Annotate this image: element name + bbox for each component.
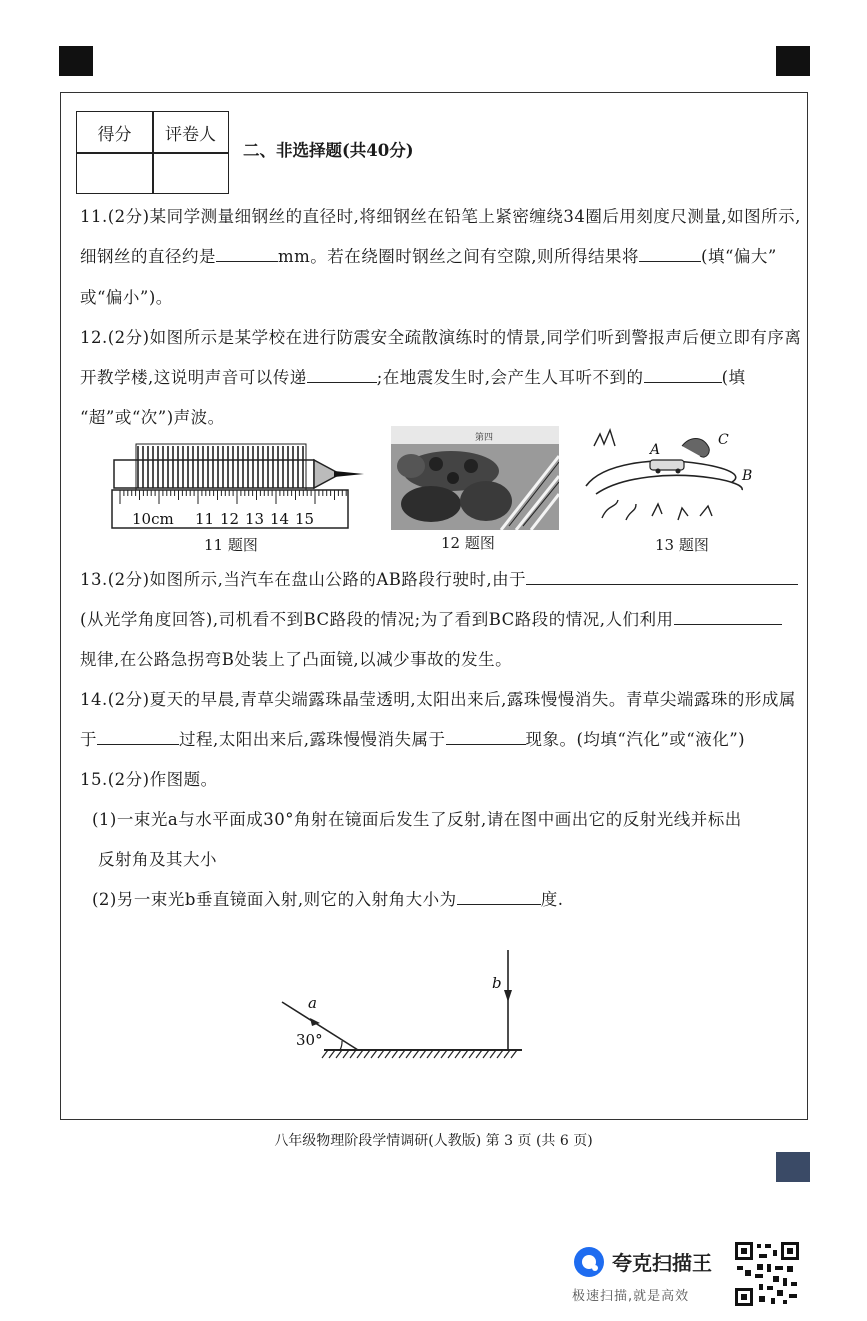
angle-30-label: 30° (296, 1031, 323, 1049)
ruler-tick-label: 11 (195, 510, 215, 528)
ruler-tick-label: 14 (270, 510, 290, 528)
figure-12-evacuation-photo (391, 426, 559, 530)
watermark-slogan: 极速扫描,就是高效 (572, 1289, 690, 1304)
mirror-hatch (371, 1050, 377, 1058)
ruler-tick-label: 10cm (132, 510, 174, 528)
mirror-hatch (504, 1050, 510, 1058)
mirror-hatch (350, 1050, 356, 1058)
watermark-brand: 夸克扫描王 (612, 1251, 712, 1275)
q12-text-b: ;在地震发生时,会产生人耳听不到的 (376, 368, 644, 387)
q13-text-b: (从光学角度回答),司机看不到BC路段的情况;为了看到BC路段的情况,人们利用 (80, 610, 674, 629)
q15-text-b: 度. (540, 890, 564, 909)
q15-title: 15.(2分)作图题。 (80, 770, 218, 789)
q12-blank-2[interactable] (644, 365, 722, 383)
mirror-hatch (329, 1050, 335, 1058)
ray-b-label: b (492, 974, 502, 992)
mirror-hatch (448, 1050, 454, 1058)
figure-13-caption: 13 题图 (655, 536, 709, 554)
registration-mark-top-right (776, 46, 810, 76)
q12-text-a: 开教学楼,这说明声音可以传递 (80, 368, 307, 387)
mirror-hatch (511, 1050, 517, 1058)
ray-a-label: a (308, 994, 317, 1012)
q12-text-c: (填 (721, 368, 746, 387)
mirror-hatch (455, 1050, 461, 1058)
q11-blank-1[interactable] (216, 244, 278, 262)
q13-blank-1[interactable] (526, 567, 798, 585)
q12-line3: “超”或“次”)声波。 (80, 408, 225, 427)
q14-text-b: 过程,太阳出来后,露珠慢慢消失属于 (179, 730, 446, 749)
figure-11-ruler (108, 436, 370, 532)
q15-text-a: (2)另一束光b垂直镜面入射,则它的入射角大小为 (92, 890, 457, 909)
mirror-hatch (336, 1050, 342, 1058)
mirror-hatch (399, 1050, 405, 1058)
section-title: 二、非选择题(共40分) (243, 141, 414, 160)
grader-label: 评卷人 (165, 124, 216, 145)
q11-text-b: mm。若在绕圈时钢丝之间有空隙,则所得结果将 (278, 247, 640, 266)
qr-code-icon (733, 1240, 801, 1308)
figure-13-label-a: A (650, 442, 661, 458)
figure-13-mountain-road (582, 424, 762, 528)
figure-13-label-b: B (742, 468, 753, 484)
figure-12-caption: 12 题图 (441, 534, 495, 552)
registration-mark-bottom-right (776, 1152, 810, 1182)
q14-line2 (80, 726, 745, 750)
mirror-hatch (490, 1050, 496, 1058)
q11-line1: 11.(2分)某同学测量细钢丝的直径时,将细钢丝在铅笔上紧密缠绕34圈后用刻度尺测量,如图所示, (80, 207, 801, 226)
q13-line3: 规律,在公路急拐弯B处装上了凸面镜,以减少事故的发生。 (80, 650, 513, 669)
figure-15-mirror-diagram (276, 944, 536, 1068)
mirror-hatch (406, 1050, 412, 1058)
mirror-hatch (343, 1050, 349, 1058)
mirror-hatch (469, 1050, 475, 1058)
mirror-hatch (413, 1050, 419, 1058)
q12-line1: 12.(2分)如图所示是某学校在进行防震安全疏散演练时的情景,同学们听到警报声后便立即有序离 (80, 328, 802, 347)
q14-text-c: 现象。(均填“汽化”或“液化”) (525, 730, 746, 749)
quark-logo-icon (573, 1246, 605, 1278)
mirror-hatch (392, 1050, 398, 1058)
mirror-hatch (364, 1050, 370, 1058)
score-label: 得分 (97, 124, 132, 145)
ruler-tick-label: 13 (245, 510, 265, 528)
q13-line2 (80, 606, 782, 630)
mirror-hatch (497, 1050, 503, 1058)
q11-text-c: (填“偏大” (701, 247, 777, 266)
q12-blank-1[interactable] (307, 365, 377, 383)
mirror-hatch (434, 1050, 440, 1058)
registration-mark-top-left (59, 46, 93, 76)
q14-text-a: 于 (80, 730, 97, 749)
mirror-hatch (441, 1050, 447, 1058)
q14-blank-2[interactable] (446, 727, 526, 745)
page-footer: 八年级物理阶段学情调研(人教版) 第 3 页 (共 6 页) (274, 1133, 593, 1149)
figure-11-caption: 11 题图 (204, 536, 258, 554)
q11-line3: 或“偏小”)。 (80, 288, 173, 307)
figure-13-label-c: C (718, 432, 729, 448)
mirror-hatch (476, 1050, 482, 1058)
q11-text-a: 细钢丝的直径约是 (80, 247, 216, 266)
mirror-hatch (427, 1050, 433, 1058)
q13-line1 (80, 566, 798, 590)
q15-part1-line2: 反射角及其大小 (98, 850, 217, 869)
mirror-hatch (462, 1050, 468, 1058)
q12-line2 (80, 364, 746, 388)
ruler-tick-label: 15 (295, 510, 315, 528)
score-table (76, 111, 229, 194)
q13-text-a: 13.(2分)如图所示,当汽车在盘山公路的AB路段行驶时,由于 (80, 570, 527, 589)
mirror-hatch (357, 1050, 363, 1058)
mirror-hatch (378, 1050, 384, 1058)
q11-line2 (80, 243, 777, 267)
ruler-tick-label: 12 (220, 510, 240, 528)
q13-blank-2[interactable] (674, 607, 782, 625)
q11-blank-2[interactable] (639, 244, 701, 262)
mirror-hatch (420, 1050, 426, 1058)
q15-blank-1[interactable] (457, 887, 541, 905)
q15-part2 (92, 886, 563, 910)
mirror-hatch (322, 1050, 328, 1058)
mirror-hatch (385, 1050, 391, 1058)
mirror-hatch (483, 1050, 489, 1058)
q14-blank-1[interactable] (97, 727, 179, 745)
q15-part1-line1: (1)一束光a与水平面成30°角射在镜面后发生了反射,请在图中画出它的反射光线并标出 (92, 810, 742, 829)
q14-line1: 14.(2分)夏天的早晨,青草尖端露珠晶莹透明,太阳出来后,露珠慢慢消失。青草尖端露珠的形成属 (80, 690, 796, 709)
figure-12-sign: 第四 (475, 433, 494, 443)
